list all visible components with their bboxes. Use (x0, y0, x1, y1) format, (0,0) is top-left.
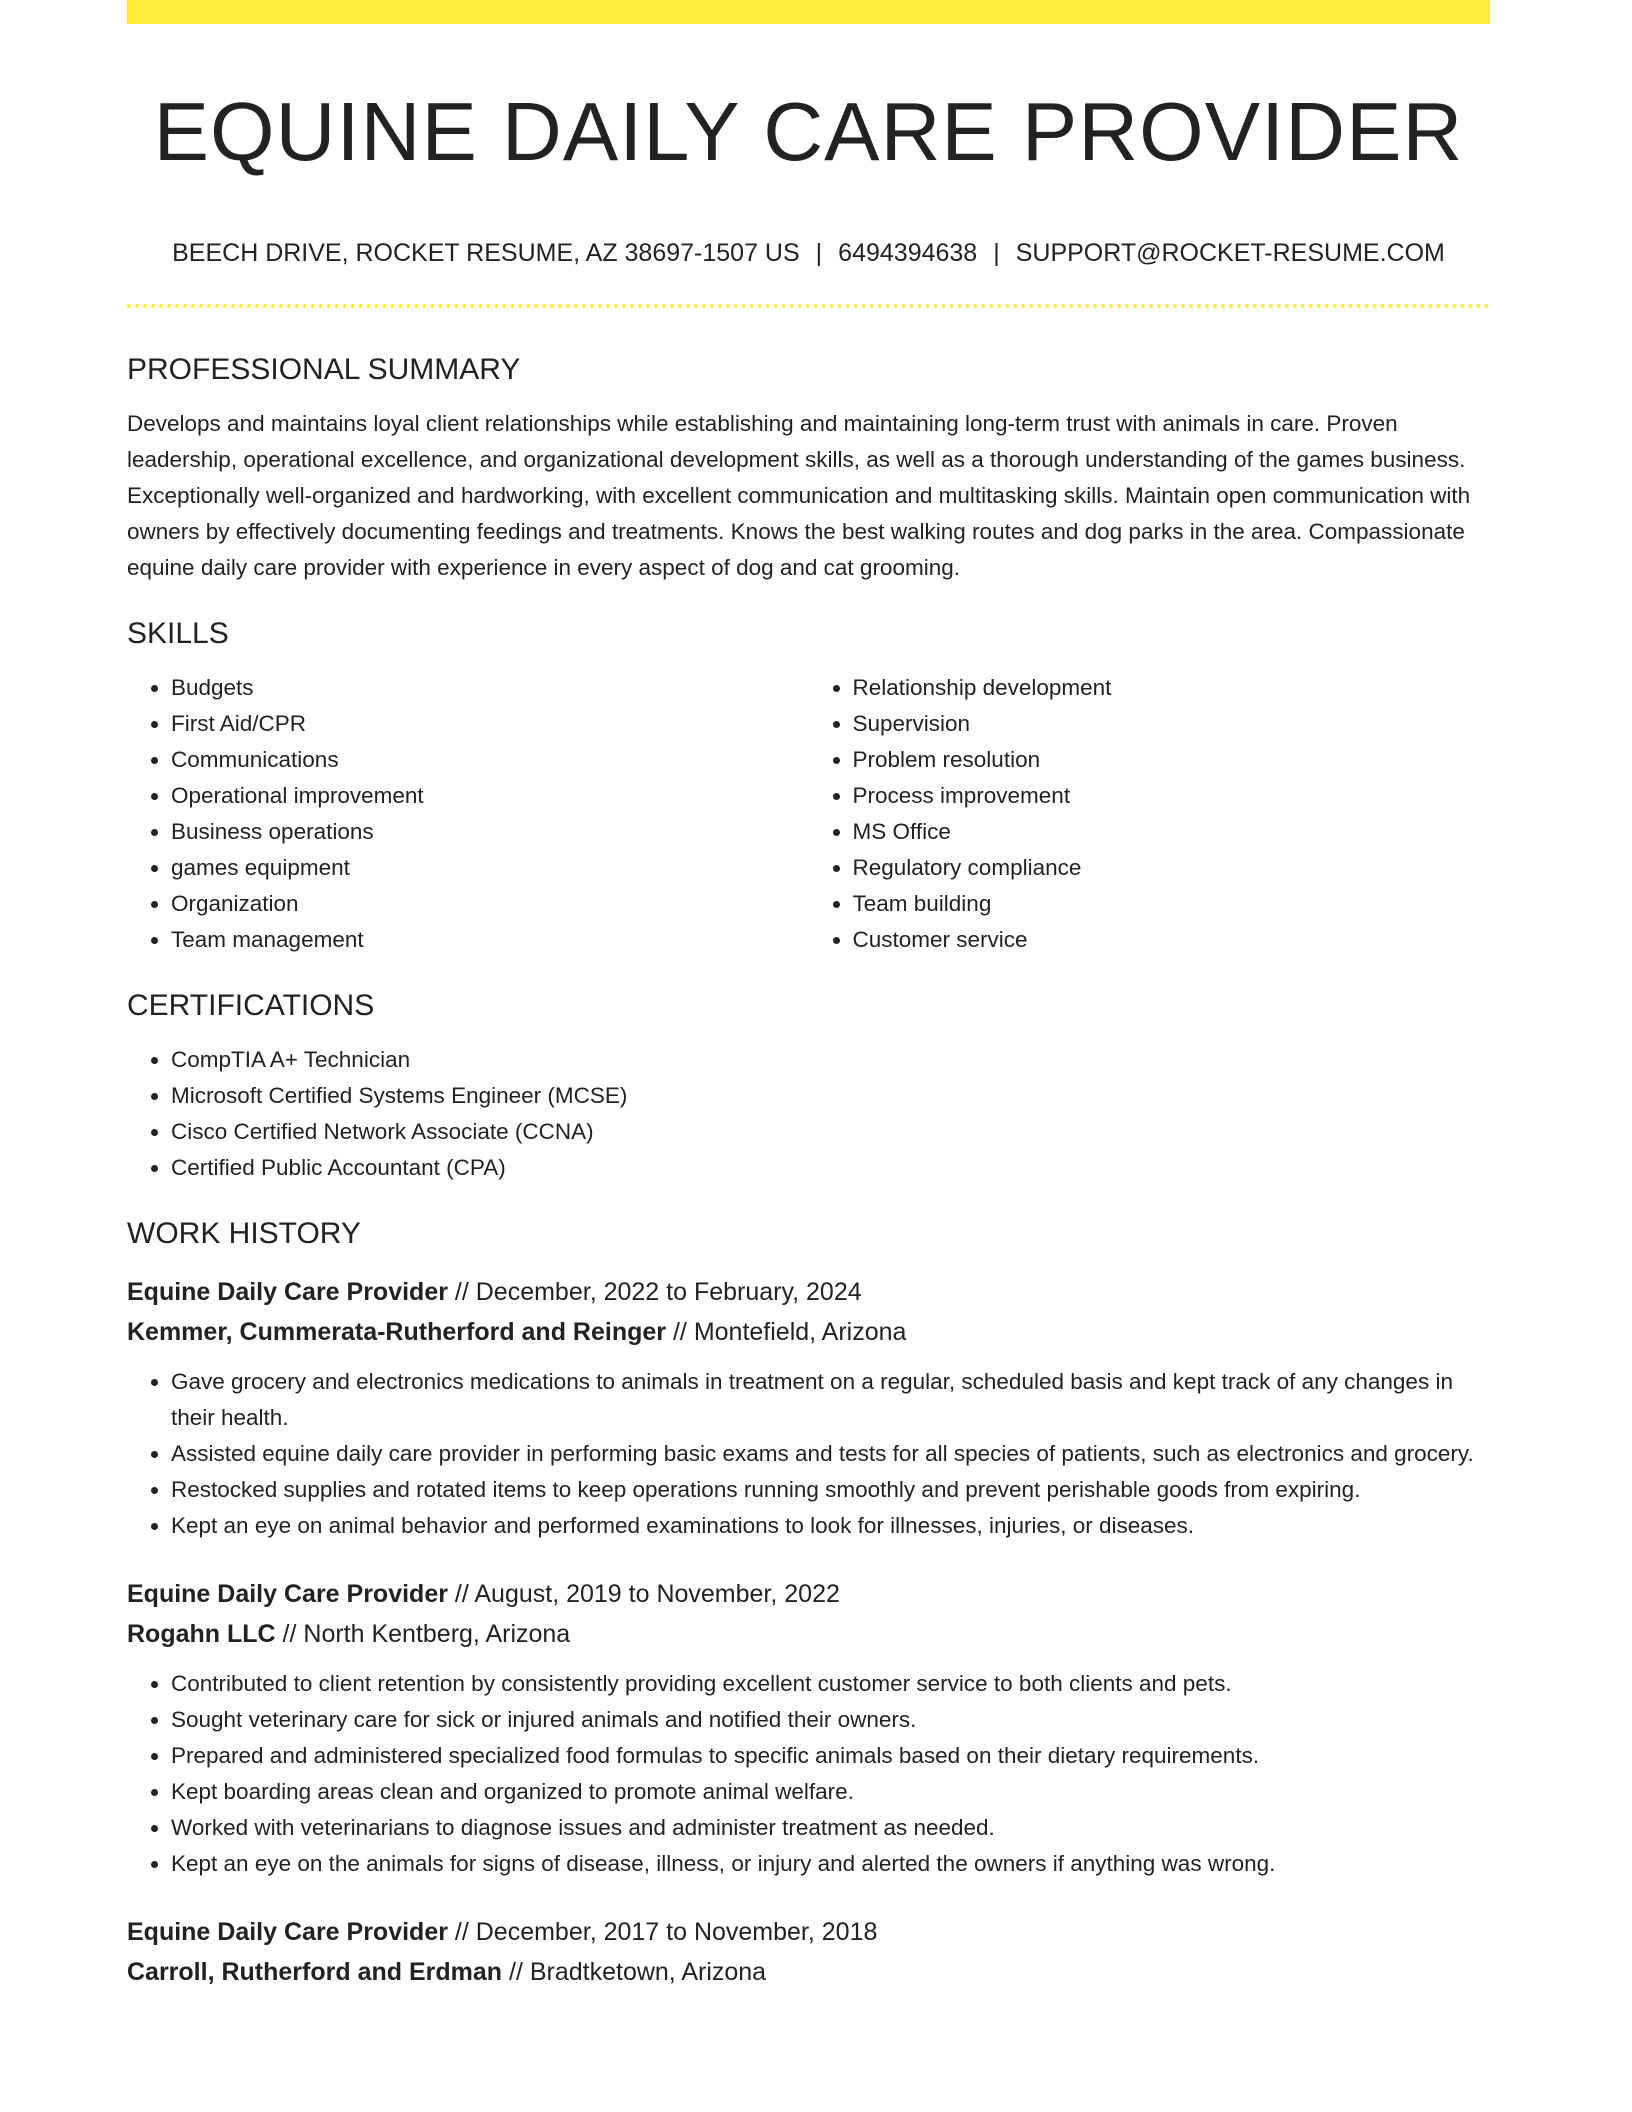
summary-heading: PROFESSIONAL SUMMARY (127, 353, 521, 386)
contact-separator: | (815, 239, 823, 267)
list-item: • Restocked supplies and rotated items to keep operations running smoothly and prevent perishable goods from expiring. (171, 1472, 1490, 1508)
delimiter: // (666, 1318, 694, 1346)
list-item: • Sought veterinary care for sick or injured animals and notified their owners. (171, 1702, 1490, 1738)
list-item: • Business operations (171, 814, 809, 850)
list-item: • Team building (853, 886, 1491, 922)
certifications-heading: CERTIFICATIONS (127, 989, 375, 1022)
list-item: • Microsoft Certified Systems Engineer (MCSE) (171, 1078, 1490, 1114)
list-item: • Customer service (853, 922, 1491, 958)
skills-left-list (127, 670, 809, 958)
certifications-section (127, 986, 1490, 1186)
delimiter: // (447, 1278, 476, 1306)
resume-content (127, 350, 1490, 1992)
top-accent-bar (127, 0, 1490, 24)
list-item: • Cisco Certified Network Associate (CCNA) (171, 1114, 1490, 1150)
job-bullets (127, 1364, 1490, 1544)
list-item: • Contributed to client retention by consistently providing excellent customer service to both clients and pets. (171, 1666, 1490, 1702)
list-item: • Communications (171, 742, 809, 778)
list-item: • Kept an eye on the animals for signs of disease, illness, or injury and alerted the owners if anything was wrong. (171, 1846, 1490, 1882)
job-title: Equine Daily Care Provider (127, 1278, 448, 1306)
delimiter: // (275, 1620, 304, 1648)
phone: 6494394638 (838, 239, 978, 267)
delimiter: // (447, 1918, 476, 1946)
list-item: • Budgets (171, 670, 809, 706)
list-item: • Team management (171, 922, 809, 958)
list-item: • Problem resolution (853, 742, 1491, 778)
list-item: • Gave grocery and electronics medications to animals in treatment on a regular, scheduled basis and kept track of any changes in their health. (171, 1364, 1490, 1436)
address: BEECH DRIVE, ROCKET RESUME, AZ 38697-1507 US (172, 239, 800, 267)
candidate-name: EQUINE DAILY CARE PROVIDER (153, 85, 1464, 178)
delimiter: // (502, 1958, 530, 1986)
list-item: • Process improvement (853, 778, 1491, 814)
job-dates: December, 2017 to November, 2018 (475, 1918, 878, 1946)
job-title-line (127, 1272, 1490, 1312)
list-item: • MS Office (853, 814, 1491, 850)
job-location: Bradtketown, Arizona (529, 1958, 767, 1986)
company-name: Kemmer, Cummerata-Rutherford and Reinger (127, 1318, 667, 1346)
job-title-line (127, 1574, 1490, 1614)
skills-right-list (809, 670, 1491, 958)
email: SUPPORT@ROCKET-RESUME.COM (1015, 239, 1445, 267)
list-item: • Certified Public Accountant (CPA) (171, 1150, 1490, 1186)
skills-heading: SKILLS (127, 617, 229, 650)
job-title: Equine Daily Care Provider (127, 1580, 448, 1608)
summary-text: Develops and maintains loyal client relationships while establishing and maintaining long-term trust with animals in care. Proven leadership, operational excellence, and organizational development skills, as well as a thorough understanding of the games business. Exceptionally well-organized and hardworking, with excellent communication and multitasking skills. Maintain open communication with owners by effectively documenting feedings and treatments. Knows the best walking routes and dog parks in the area. Compassionate equine daily care provider with experience in every aspect of dog and cat grooming. (127, 411, 1471, 580)
certifications-list (127, 1042, 1490, 1186)
job-entry (127, 1912, 1490, 1992)
company-name: Rogahn LLC (127, 1620, 276, 1648)
job-entry (127, 1272, 1490, 1544)
list-item: • Worked with veterinarians to diagnose issues and administer treatment as needed. (171, 1810, 1490, 1846)
job-location: North Kentberg, Arizona (303, 1620, 571, 1648)
list-item: • Prepared and administered specialized food formulas to specific animals based on their dietary requirements. (171, 1738, 1490, 1774)
skills-section (127, 614, 1490, 958)
list-item: • Regulatory compliance (853, 850, 1491, 886)
job-entry (127, 1574, 1490, 1882)
contact-separator: | (993, 239, 1000, 267)
list-item: • Organization (171, 886, 809, 922)
job-location: Montefield, Arizona (693, 1318, 907, 1346)
work-history-heading: WORK HISTORY (127, 1217, 361, 1250)
list-item: • CompTIA A+ Technician (171, 1042, 1490, 1078)
list-item: • Operational improvement (171, 778, 809, 814)
list-item: • Supervision (853, 706, 1491, 742)
list-item: • Assisted equine daily care provider in performing basic exams and tests for all species of patients, such as electronics and grocery. (171, 1436, 1490, 1472)
delimiter: // (447, 1580, 475, 1608)
list-item: • First Aid/CPR (171, 706, 809, 742)
list-item: • games equipment (171, 850, 809, 886)
job-list (127, 1272, 1490, 1992)
work-history-section (127, 1214, 1490, 1992)
header-divider (127, 304, 1490, 308)
job-title: Equine Daily Care Provider (127, 1918, 448, 1946)
company-name: Carroll, Rutherford and Erdman (127, 1958, 503, 1986)
job-bullets (127, 1666, 1490, 1882)
list-item: • Relationship development (853, 670, 1491, 706)
job-company-line (127, 1312, 1490, 1352)
job-dates: August, 2019 to November, 2022 (474, 1580, 840, 1608)
job-dates: December, 2022 to February, 2024 (475, 1278, 862, 1306)
list-item: • Kept boarding areas clean and organized to promote animal welfare. (171, 1774, 1490, 1810)
job-company-line (127, 1952, 1490, 1992)
job-title-line (127, 1912, 1490, 1952)
skills-columns (127, 670, 1490, 958)
summary-section (127, 350, 1490, 586)
job-company-line (127, 1614, 1490, 1654)
contact-line (127, 236, 1490, 270)
list-item: • Kept an eye on animal behavior and performed examinations to look for illnesses, injuries, or diseases. (171, 1508, 1490, 1544)
